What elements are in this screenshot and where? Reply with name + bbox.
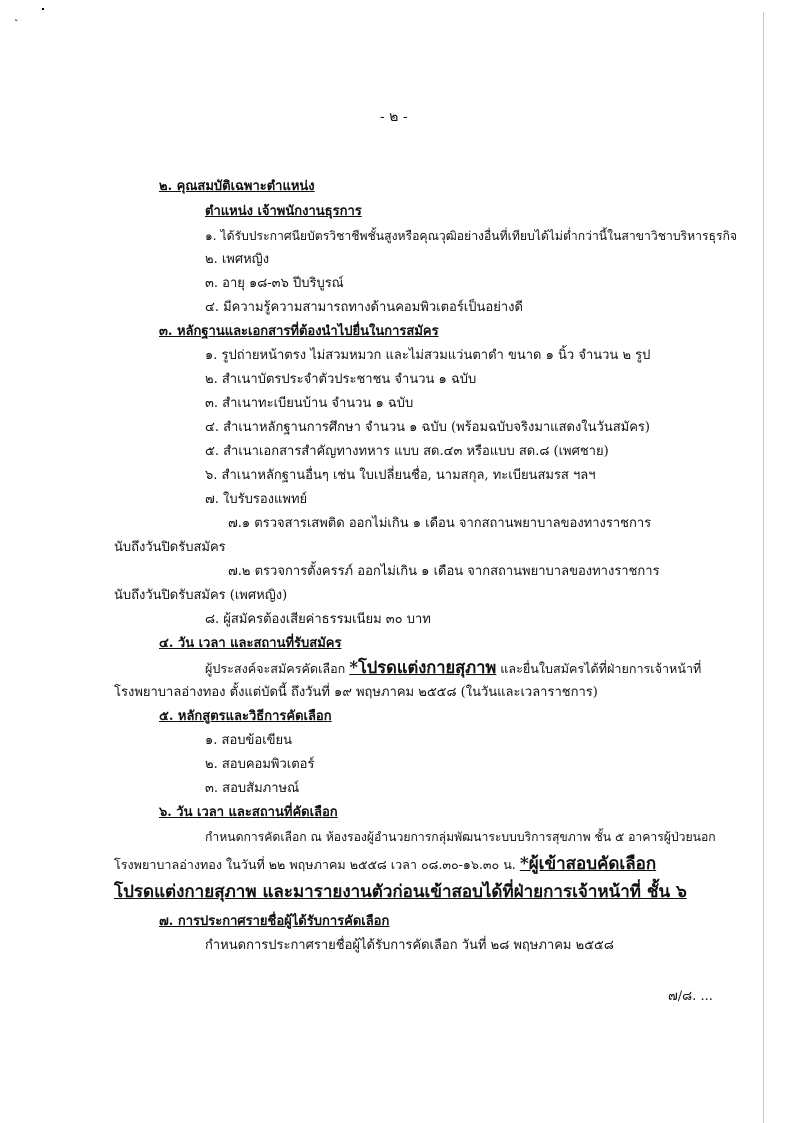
document-item: ๖. สำเนาหลักฐานอื่นๆ เช่น ใบเปลี่ยนชื่อ, นามสกุล, ทะเบียนสมรส ฯลฯ: [205, 468, 596, 483]
qualification-item: ๓. อายุ ๑๘-๓๖ ปีบริบูรณ์: [205, 276, 344, 291]
scan-edge-line: [763, 12, 764, 1123]
exam-notice-cont: โปรดแต่งกายสุภาพ และมารายงานตัวก่อนเข้าสอบได้ที่ฝ่ายการเจ้าหน้าที่ ชั้น ๖: [114, 882, 687, 902]
dress-notice: *โปรดแต่งกายสุภาพ: [349, 658, 497, 677]
scan-mark: ˇ: [14, 20, 19, 30]
page-number: - ๒ -: [380, 109, 408, 125]
exam-datetime-text: [114, 855, 656, 874]
qualification-item: ๒. เพศหญิง: [205, 252, 270, 267]
section-6-heading: ๖. วัน เวลา และสถานที่คัดเลือก: [159, 805, 338, 820]
exam-location-text: กำหนดการคัดเลือก ณ ห้องรองผู้อำนวยการกลุ่มพัฒนาระบบบริการสุขภาพ ชั้น ๕ อาคารผู้ป่วยนอก: [205, 830, 716, 844]
selection-method-item: ๑. สอบข้อเขียน: [205, 733, 293, 748]
document-item: ๔. สำเนาหลักฐานการศึกษา จำนวน ๑ ฉบับ (พร้อมฉบับจริงมาแสดงในวันสมัคร): [205, 420, 650, 435]
document-subitem-cont: นับถึงวันปิดรับสมัคร: [114, 540, 226, 555]
page-continuation: ๗/๘. ...: [668, 989, 713, 1004]
document-item: ๕. สำเนาเอกสารสำคัญทางทหาร แบบ สด.๔๓ หรือแบบ สด.๘ (เพศชาย): [205, 444, 609, 459]
document-item: ๗. ใบรับรองแพทย์: [205, 492, 308, 507]
document-item: ๑. รูปถ่ายหน้าตรง ไม่สวมหมวก และไม่สวมแว่นตาดำ ขนาด ๑ นิ้ว จำนวน ๒ รูป: [205, 348, 651, 363]
document-subitem: ๗.๒ ตรวจการตั้งครรภ์ ออกไม่เกิน ๑ เดือน จากสถานพยาบาลของทางราชการ: [228, 564, 660, 579]
scan-dot: [42, 8, 44, 10]
document-subitem: ๗.๑ ตรวจสารเสพติด ออกไม่เกิน ๑ เดือน จากสถานพยาบาลของทางราชการ: [228, 516, 652, 531]
selection-method-item: ๓. สอบสัมภาษณ์: [205, 781, 300, 796]
section-7-heading: ๗. การประกาศรายชื่อผู้ได้รับการคัดเลือก: [159, 914, 390, 929]
announcement-text: กำหนดการประกาศรายชื่อผู้ได้รับการคัดเลือก วันที่ ๒๘ พฤษภาคม ๒๕๕๘: [205, 938, 614, 953]
exam-notice: *ผู้เข้าสอบคัดเลือก: [519, 854, 657, 874]
position-title: ตำแหน่ง เจ้าพนักงานธุรการ: [205, 204, 362, 219]
application-text: โรงพยาบาลอ่างทอง ตั้งแต่บัดนี้ ถึงวันที่ ๑๙ พฤษภาคม ๒๕๕๘ (ในวันและเวลาราชการ): [114, 685, 598, 700]
exam-datetime-pre: โรงพยาบาลอ่างทอง ในวันที่ ๒๒ พฤษภาคม ๒๕๕๘ เวลา ๐๘.๓๐-๑๖.๓๐ น.: [114, 857, 520, 872]
document-item: ๒. สำเนาบัตรประจำตัวประชาชน จำนวน ๑ ฉบับ: [205, 372, 477, 387]
document-subitem-cont: นับถึงวันปิดรับสมัคร (เพศหญิง): [114, 588, 288, 603]
qualification-item: ๑. ได้รับประกาศนียบัตรวิชาชีพชั้นสูงหรือคุณวุฒิอย่างอื่นที่เทียบได้ไม่ต่ำกว่านี้ในสาขาวิชาบริหารธุรกิจ: [205, 229, 738, 243]
section-5-heading: ๕. หลักสูตรและวิธีการคัดเลือก: [159, 709, 332, 724]
document-item: ๓. สำเนาทะเบียนบ้าน จำนวน ๑ ฉบับ: [205, 396, 414, 411]
document-item: ๘. ผู้สมัครต้องเสียค่าธรรมเนียม ๓๐ บาท: [205, 612, 431, 627]
selection-method-item: ๒. สอบคอมพิวเตอร์: [205, 757, 315, 772]
application-text: [205, 659, 701, 678]
qualification-item: ๔. มีความรู้ความสามารถทางด้านคอมพิวเตอร์เป็นอย่างดี: [205, 300, 523, 315]
section-2-heading: ๒. คุณสมบัติเฉพาะตำแหน่ง: [159, 179, 315, 194]
section-4-heading: ๔. วัน เวลา และสถานที่รับสมัคร: [159, 636, 342, 651]
application-text-post: และยื่นใบสมัครได้ที่ฝ่ายการเจ้าหน้าที่: [496, 661, 702, 676]
application-text-pre: ผู้ประสงค์จะสมัครคัดเลือก: [205, 661, 350, 676]
section-3-heading: ๓. หลักฐานและเอกสารที่ต้องนำไปยื่นในการสมัคร: [159, 324, 439, 339]
